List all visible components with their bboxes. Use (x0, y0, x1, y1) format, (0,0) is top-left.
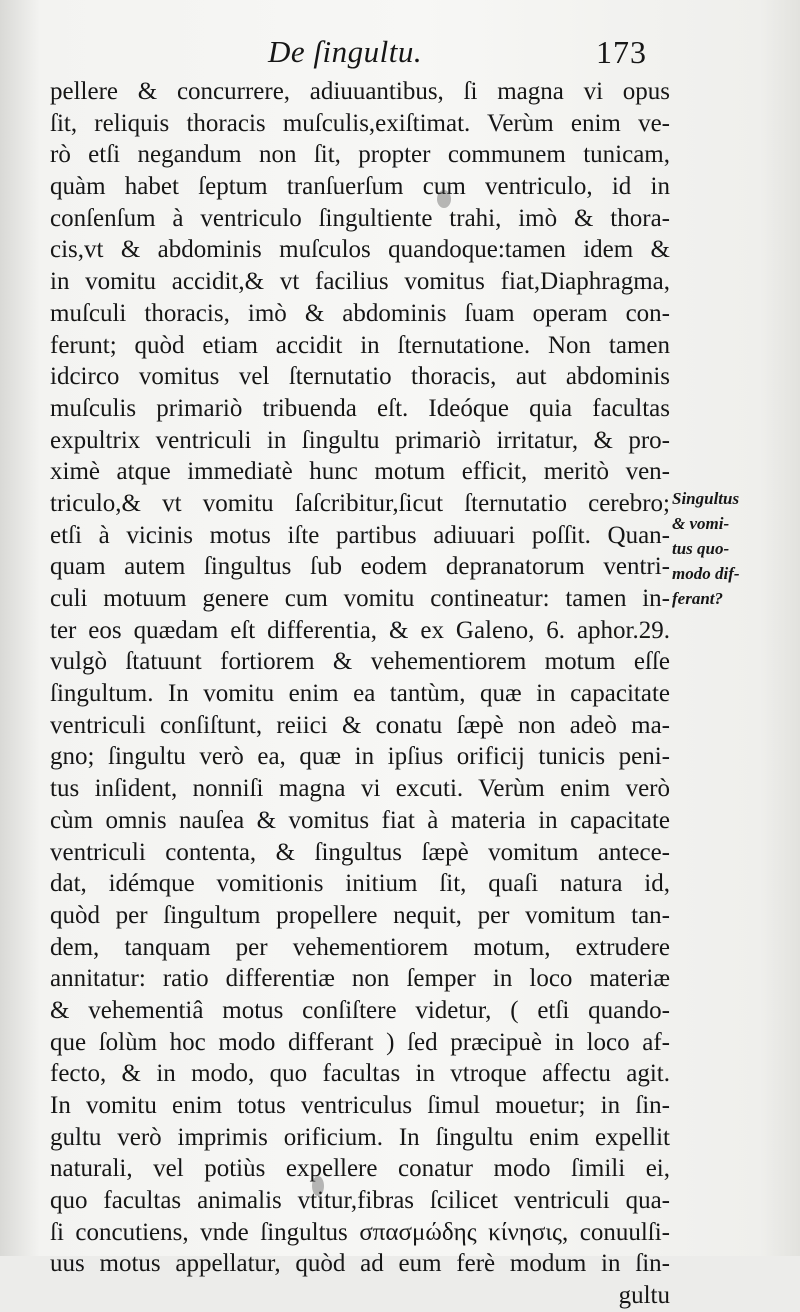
text-line: quàm habet ſeptum tranſuerſum cum ventriculo, id in (50, 173, 670, 201)
marginal-note-line: & vomi- (672, 514, 730, 533)
page-number: 173 (596, 34, 647, 70)
text-line: naturali, vel potiùs expellere conatur modo ſimili ei, (50, 1155, 670, 1183)
text-line: quòd per ſingultum propellere nequit, per vomitum tan- (50, 901, 670, 929)
marginal-note-line: modo dif- (672, 564, 740, 583)
text-line: expultrix ventriculi in ſingultu primariò irritatur, & pro- (50, 426, 670, 454)
text-line: ſingultum. In vomitu enim ea tantùm, quæ in capacitate (50, 680, 670, 708)
text-line: ter eos quædam eſt differentia, & ex Galeno, 6. aphor.29. (50, 616, 670, 644)
text-line: pellere & concurrere, adiuuantibus, ſi magna vi opus (50, 78, 670, 105)
ink-blot (437, 190, 451, 208)
text-line: culi motuum genere cum vomitu contineatur: tamen in- (50, 585, 670, 612)
text-line: ſit, reliquis thoracis muſculis,exiſtimat. Verùm enim ve- (50, 109, 670, 137)
marginal-note-line: tus quo- (672, 539, 730, 558)
text-line: quo facultas animalis vtitur,fibras ſcilicet ventriculi qua- (50, 1187, 670, 1215)
text-line: fecto, & in modo, quo facultas in vtroque affectu agit. (50, 1060, 670, 1088)
text-line: gultu verò imprimis orificium. In ſingultu enim expellit (50, 1123, 670, 1151)
text-line: ximè atque immediatè hunc motum efficit, meritò ven- (50, 458, 670, 486)
page-header (0, 28, 800, 78)
text-line: in vomitu accidit,& vt facilius vomitus fiat,Diaphragma, (50, 268, 670, 296)
running-head: De ſingultu. (268, 34, 423, 69)
text-line: triculo,& vt vomitu ſaſcribitur,ſicut ſternutatio cerebro; (50, 489, 670, 517)
catchword: gultu (618, 1282, 670, 1310)
text-line: ſi concutiens, vnde ſingultus σπασμώδης κίνησις, conuulſi- (50, 1218, 670, 1246)
text-line: ventriculi contenta, & ſingultus ſæpè vomitum antece- (50, 838, 670, 866)
body-text (50, 76, 670, 1312)
text-line: dem, tanquam per vehementiorem motum, extrudere (50, 933, 670, 961)
text-line: dat, idémque vomitionis initium ſit, quaſi natura id, (50, 870, 670, 898)
text-line: ventriculi conſiſtunt, reiici & conatu ſæpè non adeò ma- (50, 711, 670, 739)
text-line: cis,vt & abdominis muſculos quandoque:tamen idem & (50, 236, 670, 264)
text-line: In vomitu enim totus ventriculus ſimul mouetur; in ſin- (50, 1092, 670, 1119)
text-line: ferunt; quòd etiam accidit in ſternutatione. Non tamen (50, 331, 670, 359)
text-line: & vehementiâ motus conſiſtere videtur, ( etſi quando- (50, 996, 670, 1024)
ink-blot (312, 1176, 324, 1196)
text-line: muſculi thoracis, imò & abdominis ſuam operam con- (50, 299, 670, 327)
text-line: etſi à vicinis motus iſte partibus adiuuari poſſit. Quan- (50, 521, 670, 549)
marginal-note (672, 486, 792, 611)
marginal-note-line: Singultus (672, 489, 740, 508)
text-line: annitatur: ratio differentiæ non ſemper in loco materiæ (50, 965, 670, 993)
text-line: vulgò ſtatuunt fortiorem & vehementiorem motum eſſe (50, 648, 670, 676)
text-line: que ſolùm hoc modo differant ) ſed præcipuè in loco af- (50, 1028, 670, 1056)
text-line: tus inſident, nonniſi magna vi excuti. Verùm enim verò (50, 775, 670, 803)
text-line: uus motus appellatur, quòd ad eum ferè modum in ſin- (50, 1250, 670, 1278)
text-line: idcirco vomitus vel ſternutatio thoracis, aut abdominis (50, 363, 670, 391)
text-line: rò etſi negandum non ſit, propter communem tunicam, (50, 141, 670, 169)
text-line: cùm omnis nauſea & vomitus fiat à materia in capacitate (50, 806, 670, 834)
marginal-note-line: ferant? (672, 589, 723, 608)
text-line: conſenſum à ventriculo ſingultiente trahi, imò & thora- (50, 204, 670, 232)
text-line: quam autem ſingultus ſub eodem depranatorum ventri- (50, 553, 670, 581)
text-line: muſculis primariò tribuenda eſt. Ideóque quia facultas (50, 394, 670, 422)
text-line: gno; ſingultu verò ea, quæ in ipſius orificij tunicis peni- (50, 743, 670, 771)
